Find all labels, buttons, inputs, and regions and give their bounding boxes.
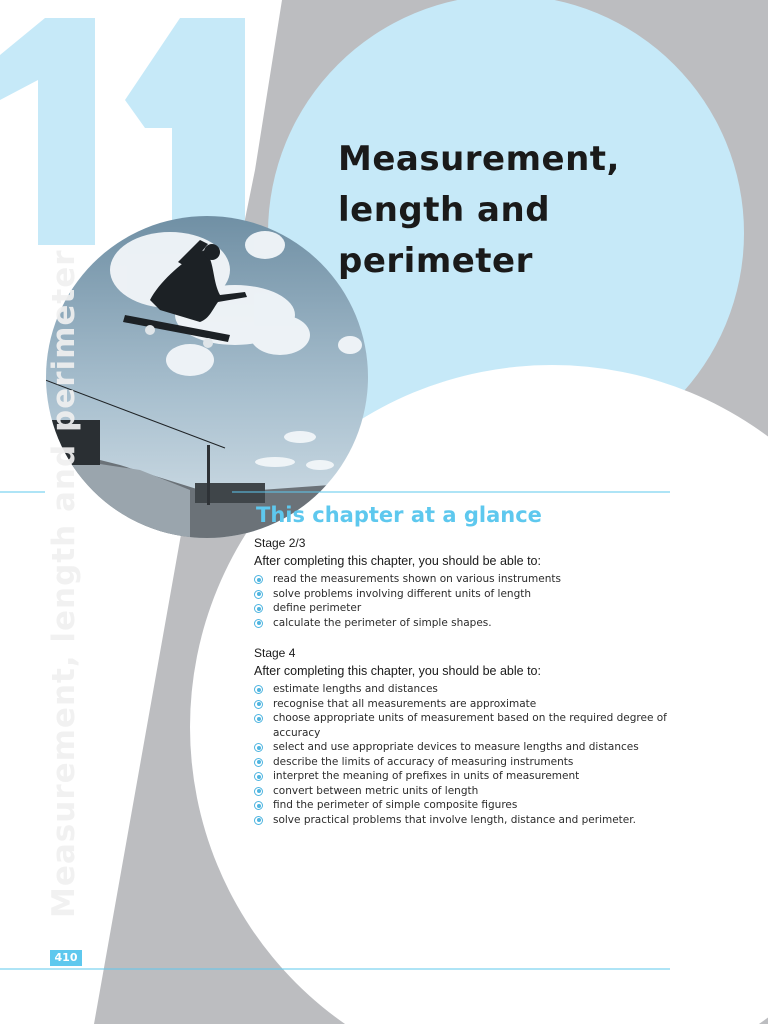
bullet-icon [254, 772, 263, 781]
stage-label: Stage 4 [254, 646, 296, 660]
bullet-icon [254, 787, 263, 796]
bullet-icon [254, 700, 263, 709]
outcome-text: calculate the perimeter of simple shapes. [273, 616, 492, 629]
list-item [254, 616, 684, 631]
outcome-text: define perimeter [273, 602, 362, 614]
bullet-icon [254, 604, 263, 613]
bullet-icon [254, 590, 263, 599]
glance-content [254, 536, 684, 827]
list-item [254, 682, 684, 697]
glance-heading: This chapter at a glance [256, 503, 542, 527]
outcome-text: choose appropriate units of measurement based on the required degree of accuracy [273, 712, 667, 739]
stage-lead: After completing this chapter, you should be able to: [254, 554, 541, 568]
outcome-text: describe the limits of accuracy of measuring instruments [273, 755, 574, 768]
list-item [254, 798, 684, 813]
bullet-icon [254, 619, 263, 628]
outcome-text: solve problems involving different units of length [273, 587, 532, 600]
list-item [254, 711, 684, 740]
outcome-text: read the measurements shown on various instruments [273, 573, 561, 585]
outcome-text: select and use appropriate devices to measure lengths and distances [273, 741, 639, 753]
page-number: 410 [50, 950, 82, 966]
list-item [254, 755, 684, 770]
stage-block-4 [254, 646, 684, 827]
list-item [254, 784, 684, 799]
outcome-text: convert between metric units of length [273, 784, 479, 797]
outcome-text: solve practical problems that involve length, distance and perimeter. [273, 813, 636, 826]
list-item [254, 697, 684, 712]
outcome-text: interpret the meaning of prefixes in units of measurement [273, 770, 580, 782]
chapter-title [338, 134, 758, 287]
list-item [254, 813, 684, 828]
bullet-icon [254, 816, 263, 825]
bullet-icon [254, 575, 263, 584]
chapter-number-graphic [0, 18, 245, 245]
outcome-text: estimate lengths and distances [273, 683, 438, 695]
outcome-list [254, 682, 684, 827]
bullet-icon [254, 685, 263, 694]
outcome-text: find the perimeter of simple composite figures [273, 799, 518, 811]
outcome-list [254, 572, 684, 630]
stage-lead: After completing this chapter, you should be able to: [254, 664, 541, 678]
bullet-icon [254, 801, 263, 810]
stage-label: Stage 2/3 [254, 536, 306, 550]
bullet-icon [254, 758, 263, 767]
bullet-icon [254, 743, 263, 752]
list-item [254, 587, 684, 602]
list-item [254, 601, 684, 616]
chapter-title-line: perimeter [338, 241, 533, 281]
list-item [254, 572, 684, 587]
chapter-title-line: Measurement, [338, 139, 620, 179]
vertical-chapter-title: Measurement, length and perimeter [46, 249, 82, 918]
bullet-icon [254, 714, 263, 723]
chapter-title-line: length and [338, 190, 551, 230]
list-item [254, 740, 684, 755]
list-item [254, 769, 684, 784]
outcome-text: recognise that all measurements are approximate [273, 697, 537, 710]
stage-block-2-3 [254, 536, 684, 630]
